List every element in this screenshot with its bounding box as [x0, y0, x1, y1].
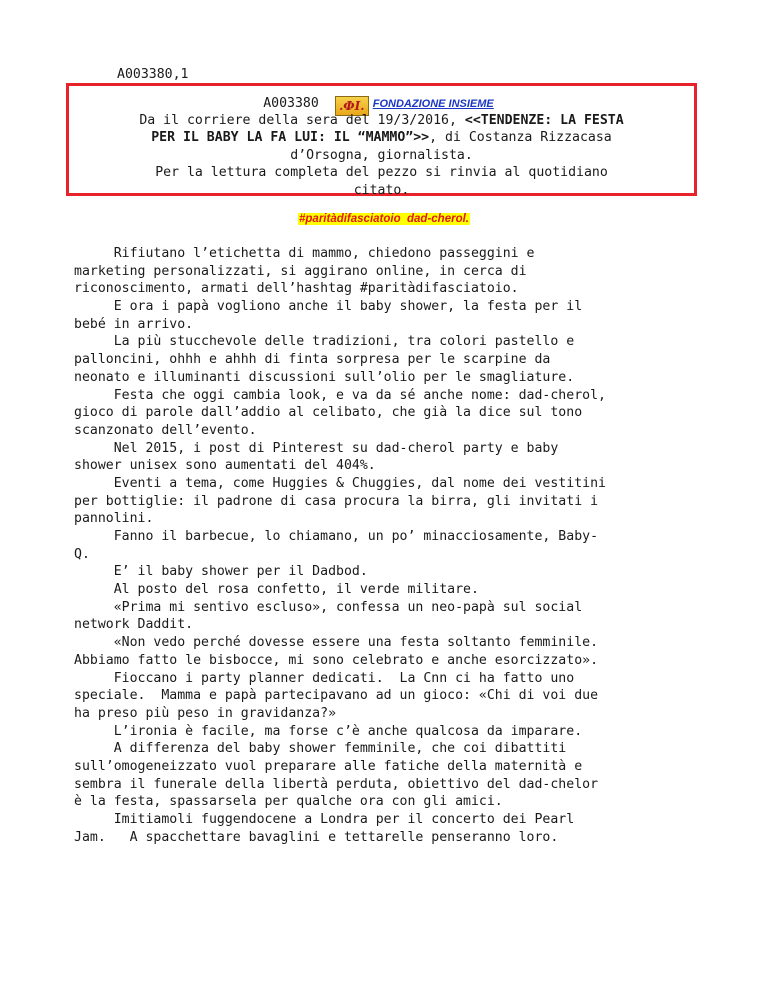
body-line: sembra il funerale della libertà perduta, obiettivo del dad-chelor — [74, 776, 599, 792]
citation-title-line — [69, 129, 694, 146]
body-line: Nel 2015, i post di Pinterest su dad-cherol party e baby — [74, 440, 559, 456]
body-line: Fioccano i party planner dedicati. La Cnn ci ha fatto uno — [74, 670, 575, 686]
body-line: E’ il baby shower per il Dadbod. — [74, 564, 368, 580]
hashtag-highlight: #paritàdifasciatoio dad-cherol. — [299, 213, 469, 225]
body-line: palloncini, ohhh e ahhh di finta sorpresa per le scarpine da — [74, 352, 551, 368]
body-line: L’ironia è facile, ma forse c’è anche qualcosa da imparare. — [74, 723, 583, 739]
body-line: A differenza del baby shower femminile, che coi dibattiti — [74, 741, 567, 757]
body-line: marketing personalizzati, si aggirano online, in cerca di — [74, 263, 527, 279]
foundation-logo: .ФI. — [335, 96, 369, 116]
body-line: Al posto del rosa confetto, il verde militare. — [74, 582, 479, 598]
citation-code: A003380 — [263, 96, 319, 111]
body-line: Q. — [74, 546, 90, 562]
body-line: «Non vedo perché dovesse essere una festa soltanto femminile. — [74, 635, 599, 651]
hashtag-line — [0, 207, 768, 226]
citation-note-line: Per la lettura completa del pezzo si rinvia al quotidiano — [155, 165, 608, 180]
body-line: ha preso più peso in gravidanza?» — [74, 705, 337, 721]
citation-note-end: citato. — [353, 183, 410, 198]
article-body — [74, 245, 704, 846]
body-line: shower unisex sono aumentati del 404%. — [74, 458, 376, 474]
citation-box — [66, 83, 697, 196]
citation-source: Da il corriere della sera del 19/3/2016, — [139, 113, 457, 128]
citation-author: , di Costanza Rizzacasa — [429, 130, 612, 145]
body-line: per bottiglie: il padrone di casa procura la birra, gli invitati i — [74, 493, 599, 509]
body-line: sull’omogeneizzato vuol preparare alle fatiche della maternità e — [74, 758, 583, 774]
body-line: La più stucchevole delle tradizioni, tra colori pastello e — [74, 334, 575, 350]
body-line: Abbiamo fatto le bisbocce, mi sono celebrato e anche esorcizzato». — [74, 652, 599, 668]
citation-author-line: d’Orsogna, giornalista. — [290, 148, 473, 163]
body-line: Rifiutano l’etichetta di mammo, chiedono passeggini e — [74, 246, 535, 261]
body-line: neonato e illuminanti discussioni sull’olio per le smagliature. — [74, 369, 575, 385]
body-line: gioco di parole dall’addio al celibato, che già la dice sul tono — [74, 405, 583, 421]
body-line: E ora i papà vogliono anche il baby shower, la festa per il — [74, 299, 583, 315]
foundation-link[interactable]: FONDAZIONE INSIEME — [372, 98, 494, 110]
body-line: Jam. A spacchettare bavaglini e tettarelle penseranno loro. — [74, 829, 559, 845]
body-line: Festa che oggi cambia look, e va da sé anche nome: dad-cherol, — [74, 387, 606, 403]
citation-source-line — [69, 112, 694, 129]
body-line: Imitiamoli fuggendocene a Londra per il concerto dei Pearl — [74, 812, 575, 827]
document-code: A003380,1 — [117, 67, 189, 82]
body-line: Eventi a tema, come Huggies & Chuggies, dal nome dei vestitini — [74, 475, 606, 491]
article-title-part2: PER IL BABY LA FA LUI: IL “MAMMO”>> — [151, 130, 430, 145]
body-line: bebé in arrivo. — [74, 316, 194, 332]
body-line: pannolini. — [74, 511, 154, 527]
body-line: «Prima mi sentivo escluso», confessa un neo-papà sul social — [74, 599, 583, 615]
body-line: Fanno il barbecue, lo chiamano, un po’ minacciosamente, Baby- — [74, 529, 599, 544]
body-line: scanzonato dell’evento. — [74, 422, 257, 438]
body-line: riconoscimento, armati dell’hashtag #paritàdifasciatoio. — [74, 281, 519, 297]
article-title-part1: <<TENDENZE: LA FESTA — [464, 113, 624, 128]
body-line: è la festa, spassarsela per qualche ora con gli amici. — [74, 794, 503, 810]
body-line: speciale. Mamma e papà partecipavano ad un gioco: «Chi di voi due — [74, 688, 599, 704]
body-line: network Daddit. — [74, 617, 194, 633]
